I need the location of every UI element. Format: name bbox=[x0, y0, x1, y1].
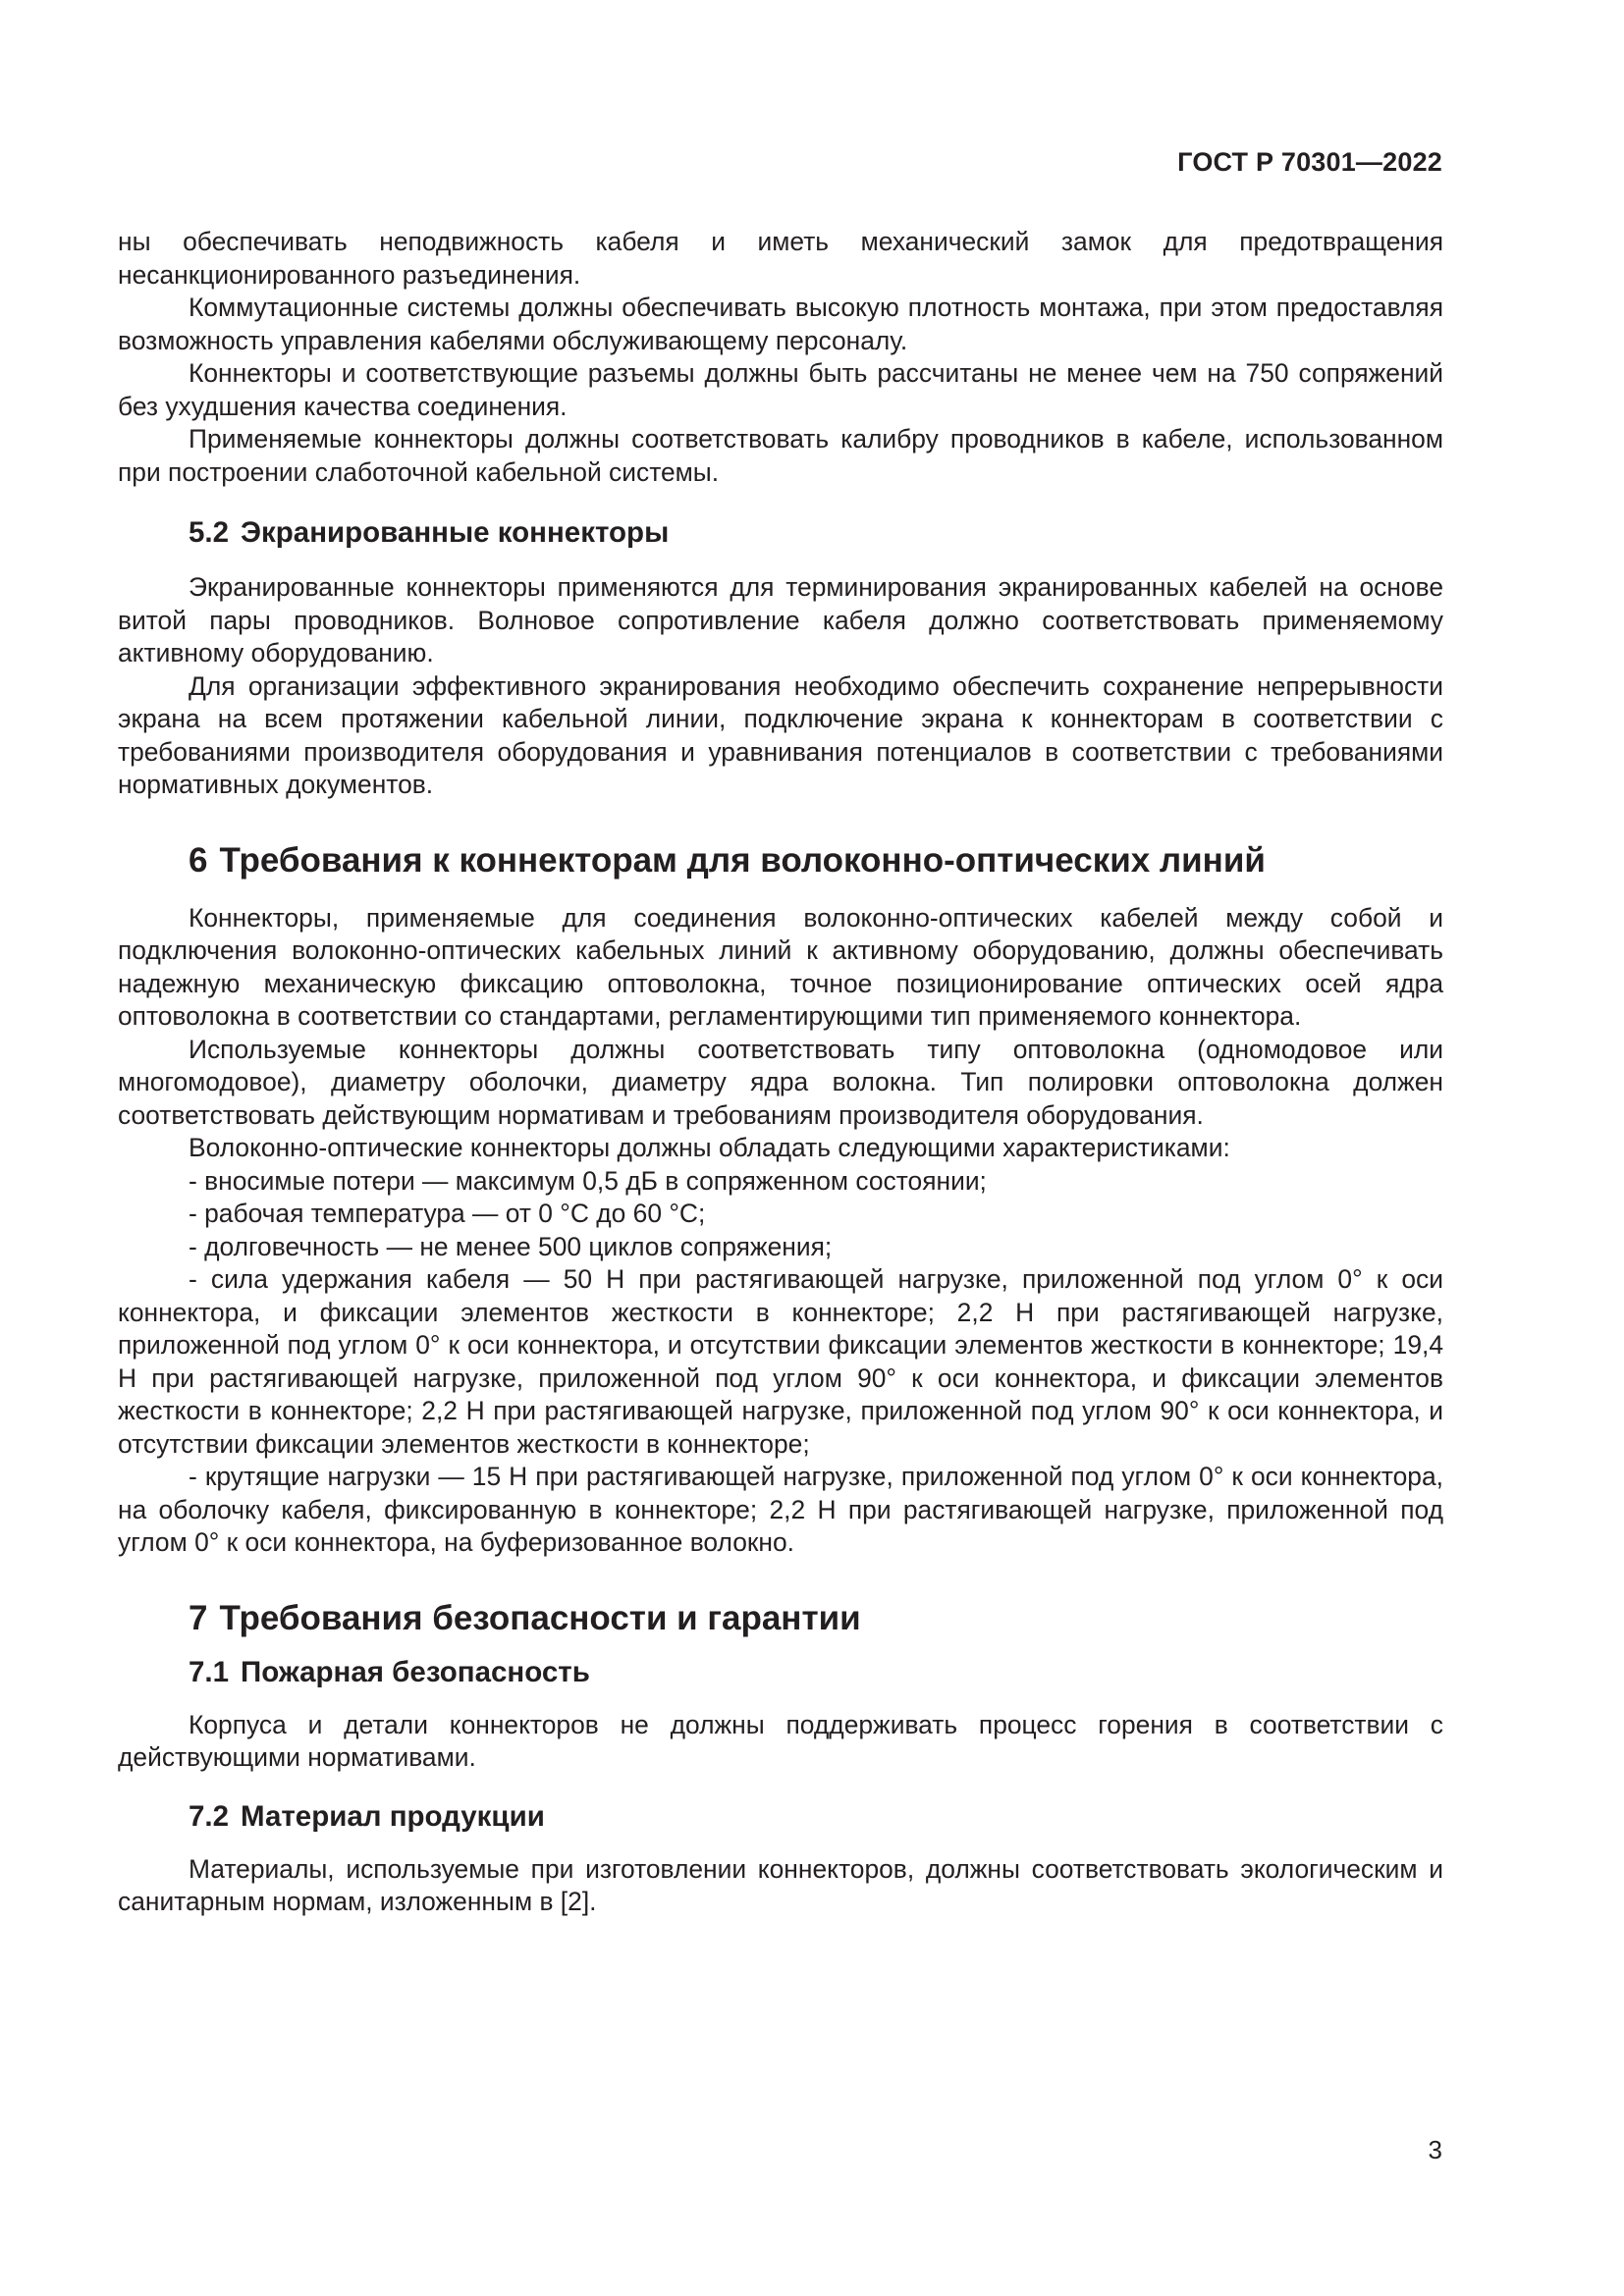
section-6-heading bbox=[189, 841, 1443, 881]
section-6-list-item-5: - крутящие нагрузки — 15 Н при растягивающей нагрузке, приложенной под углом 0° к оси коннектора, на оболочку кабеля, фиксированную в коннекторе; 2,2 Н при растягивающей нагрузке, приложенной под углом 0° к оси коннектора, на буферизованное волокно. bbox=[118, 1462, 1443, 1557]
section-7-title: Требования безопасности и гарантии bbox=[219, 1598, 861, 1637]
section-6-paragraph-1: Коннекторы, применяемые для соединения волоконно-оптических кабелей между собой и подключения волоконно-оптических кабельных линий к активному оборудованию, должны обеспечивать надежную механическую фиксацию оптоволокна, точное позиционирование оптических осей ядра оптоволокна в соответствии со стандартами, регламентирующими тип применяемого коннектора. bbox=[118, 902, 1443, 1031]
section-6-paragraph-2: Используемые коннекторы должны соответствовать типу оптоволокна (одномодовое или многомодовое), диаметру оболочки, диаметру ядра волокна. Тип полировки оптоволокна должен соответствовать действующим нормативам и требованиям производителя оборудования. bbox=[118, 1034, 1443, 1130]
section-5-2-number: 5.2 bbox=[189, 516, 230, 549]
section-7-1-number: 7.1 bbox=[189, 1655, 230, 1688]
intro-paragraph-3: Коннекторы и соответствующие разъемы должны быть рассчитаны не менее чем на 750 сопряжений без ухудшения качества соединения. bbox=[118, 358, 1443, 421]
section-7-1-heading bbox=[189, 1656, 1443, 1689]
section-7-1-paragraph-1: Корпуса и детали коннекторов не должны поддерживать процесс горения в соответствии с действующими нормативами. bbox=[118, 1709, 1443, 1772]
intro-paragraph-2: Коммутационные системы должны обеспечивать высокую плотность монтажа, при этом предоставляя возможность управления кабелями обслуживающему персоналу. bbox=[118, 293, 1443, 355]
document-body bbox=[118, 226, 1443, 1919]
section-7-number: 7 bbox=[189, 1598, 208, 1637]
section-7-2-paragraph-1: Материалы, используемые при изготовлении коннекторов, должны соответствовать экологическим и санитарным нормам, изложенным в [2]. bbox=[118, 1853, 1443, 1916]
section-6-list-item-1: - вносимые потери — максимум 0,5 дБ в сопряженном состоянии; bbox=[189, 1165, 987, 1196]
section-6-paragraph-3: Волоконно-оптические коннекторы должны обладать следующими характеристиками: bbox=[189, 1133, 1230, 1162]
section-7-2-number: 7.2 bbox=[189, 1799, 230, 1833]
section-7-heading bbox=[189, 1599, 1443, 1638]
section-5-2-heading bbox=[189, 516, 1443, 550]
section-6-list-item-2: - рабочая температура — от 0 °С до 60 °С; bbox=[189, 1199, 706, 1228]
intro-paragraph-1: ны обеспечивать неподвижность кабеля и иметь механический замок для предотвращения несанкционированного разъединения. bbox=[118, 227, 1443, 290]
page-number: 3 bbox=[1428, 2135, 1442, 2164]
section-7-1-title: Пожарная безопасность bbox=[241, 1655, 590, 1688]
intro-paragraph-4: Применяемые коннекторы должны соответствовать калибру проводников в кабеле, использованном при построении слаботочной кабельной системы. bbox=[118, 424, 1443, 487]
section-5-2-title: Экранированные коннекторы bbox=[241, 516, 670, 549]
section-5-2-paragraph-1: Экранированные коннекторы применяются для терминирования экранированных кабелей на основе витой пары проводников. Волновое сопротивление кабеля должно соответствовать применяемому активному оборудованию. bbox=[118, 572, 1443, 667]
section-6-list-item-4: - сила удержания кабеля — 50 Н при растягивающей нагрузке, приложенной под углом 0° к оси коннектора, и фиксации элементов жесткости в коннекторе; 2,2 Н при растягивающей нагрузке, приложенной под углом 0° к оси коннектора, и отсутствии фиксации элементов жесткости в коннекторе; 19,4 Н при растягивающей нагрузке, приложенной под углом 90° к оси коннектора, и фиксации элементов жесткости в коннекторе; 2,2 Н при растягивающей нагрузке, приложенной под углом 90° к оси коннектора, и отсутствии фиксации элементов жесткости в коннекторе; bbox=[118, 1264, 1443, 1459]
section-6-title: Требования к коннекторам для волоконно-оптических линий bbox=[219, 840, 1266, 880]
section-5-2-paragraph-2: Для организации эффективного экранирования необходимо обеспечить сохранение непрерывности экрана на всем протяжении кабельной линии, подключение экрана к коннекторам в соответствии с требованиями производителя оборудования и уравнивания потенциалов в соответствии с требованиями нормативных документов. bbox=[118, 670, 1443, 799]
section-7-2-heading bbox=[189, 1800, 1443, 1834]
document-header: ГОСТ Р 70301—2022 bbox=[1177, 147, 1442, 177]
section-6-number: 6 bbox=[189, 840, 208, 880]
section-7-2-title: Материал продукции bbox=[241, 1799, 545, 1833]
section-6-list-item-3: - долговечность — не менее 500 циклов сопряжения; bbox=[189, 1231, 833, 1261]
